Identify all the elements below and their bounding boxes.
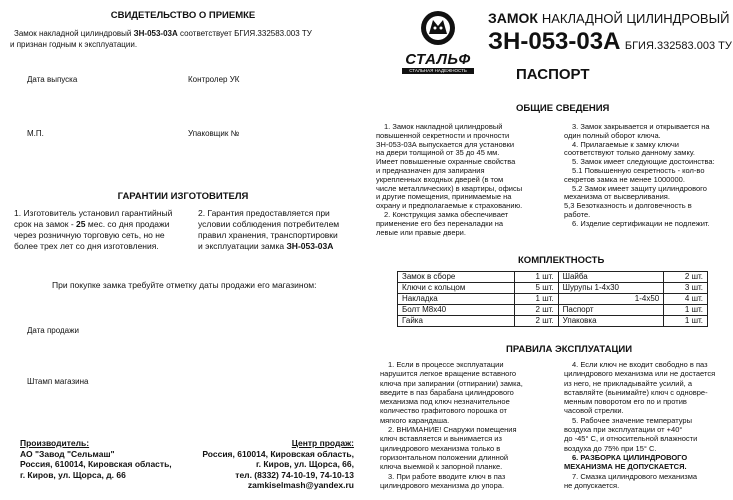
text-line: 6. Изделие сертификации не подлежит. (572, 218, 710, 228)
text-line: цилиндрового механизма или не достается (564, 369, 716, 379)
kit-row (398, 294, 708, 305)
model-line (488, 28, 732, 56)
kit-cell: Шурупы 1-4х30 (558, 283, 664, 294)
warranty-2-line-c: правил хранения, транспортировки (198, 230, 338, 240)
kit-row (398, 305, 708, 316)
text-line: 3. Замок закрывается и открывается на (572, 122, 710, 131)
text-line: 5,3 Безотказность и долговечность в (564, 201, 692, 211)
manufacturer-label: Производитель: (20, 438, 90, 448)
kit-cell: Замок в сборе (398, 272, 515, 283)
text-line: 4. Прилагаемые к замку ключи (572, 139, 679, 149)
warranty-2-model: ЗН-053-03А (286, 241, 334, 251)
kit-cell: Паспорт (558, 305, 664, 316)
text-line: 1. Если в процессе эксплуатации (388, 360, 504, 369)
kit-title: КОМПЛЕКТНОСТЬ (518, 255, 605, 266)
certificate-title: СВИДЕТЕЛЬСТВО О ПРИЕМКЕ (110, 10, 256, 21)
model-spec: БГИЯ.332583.003 ТУ (624, 40, 732, 52)
general-title: ОБЩИЕ СВЕДЕНИЯ (516, 103, 610, 114)
text-line: работе. (564, 209, 591, 219)
warranty-clause-2 (198, 208, 363, 252)
text-line: и другие помещения, принимаемые на (376, 192, 512, 202)
release-date-label: Дата выпуска (27, 75, 78, 84)
text-line: охрану и предполагаемые к страхованию. (376, 201, 523, 211)
warranty-clause-1 (14, 208, 184, 252)
kit-cell: 2 шт. (514, 316, 558, 327)
sales-line-3: тел. (8332) 74-10-19, 74-10-13 (235, 469, 354, 480)
kit-cell: 1 шт. (514, 294, 558, 305)
text-line: числе металлических) в квартиры, офисы (376, 183, 523, 193)
text-line: повышенной секретности и прочности (376, 130, 510, 140)
certificate-model: ЗН-053-03А (133, 29, 178, 38)
sales-line-2: г. Киров, ул. Щорса, 66, (255, 459, 354, 469)
text-line: левые или правые двери. (376, 227, 466, 237)
certificate-text (14, 29, 364, 39)
sales-block (202, 438, 354, 491)
product-type-a: ЗАМОК (488, 10, 538, 26)
rules-col-1 (380, 360, 548, 490)
text-line: менным поворотом его по и против (564, 397, 687, 407)
kit-cell: 2 шт. (664, 272, 708, 283)
text-line: воздуха при эксплуатации от +40° (564, 425, 683, 435)
logo-slogan: СТАЛЬНАЯ НАДЕЖНОСТЬ (402, 68, 474, 74)
passport-title: ПАСПОРТ (516, 66, 590, 83)
general-col-2 (564, 123, 732, 229)
text-line: 4. Если ключ не входит свободно в паз (572, 360, 708, 369)
text-line: Имеет повышенные охранные свойства (376, 157, 516, 167)
manufacturer-line-2: Россия, 610014, Кировская область, (20, 459, 172, 469)
product-type (488, 10, 729, 26)
kit-cell: Болт М8х40 (398, 305, 515, 316)
text-line: из него, не прикладывайте усилий, а (564, 378, 692, 388)
warranty-1-text: срок на замок - (14, 219, 77, 229)
rules-title: ПРАВИЛА ЭКСПЛУАТАЦИИ (506, 344, 633, 355)
text-line: цилиндрового механизма только в (380, 443, 501, 453)
warranty-2-line-d (198, 241, 363, 252)
text-line: механизма под ключ незначительное (380, 397, 510, 407)
warranty-1-line-b (14, 219, 184, 230)
warranty-1-line-a: 1. Изготовитель установил гарантийный (14, 208, 173, 218)
purchase-note: При покупке замка требуйте отметку даты продажи его магазином: (52, 280, 317, 290)
text-line: 2. ВНИМАНИЕ! Снаружи помещения (388, 425, 517, 435)
kit-table (397, 271, 708, 327)
text-line: соответствуют только данному замку. (564, 148, 695, 158)
right-page (366, 0, 733, 500)
text-line: ЗН-053-03А выпускается для установки (376, 139, 515, 149)
manufacturer-line-3: г. Киров, ул. Щорса, д. 66 (20, 469, 126, 480)
warranty-1-line-e: более трех лет со дня изготовления. (14, 241, 159, 251)
text-line: количество графитового порошка от (380, 406, 507, 416)
warranty-2-text: и эксплуатации замка (198, 241, 287, 251)
text-line: механизма от высверливания. (564, 192, 670, 202)
text-line: 6. РАЗБОРКА ЦИЛИНДРОВОГО (572, 452, 688, 462)
text-line: не допускается. (564, 480, 620, 490)
text-line: 5.2 Замок имеет защиту цилиндрового (572, 183, 707, 193)
warranty-1-line-d: через розничную торговую сеть, но не (14, 230, 165, 240)
kit-cell: 2 шт. (514, 305, 558, 316)
certificate-text-1: Замок накладной цилиндровый (14, 29, 134, 38)
kit-row (398, 316, 708, 327)
text-line: 5. Рабочее значение температуры (572, 415, 692, 425)
warranty-title: ГАРАНТИИ ИЗГОТОВИТЕЛЯ (117, 191, 249, 202)
sale-date-label: Дата продажи (27, 326, 79, 335)
text-line: ключа выемкой к запорной планке. (380, 462, 503, 472)
text-line: 7. Смазка цилиндрового механизма (572, 471, 698, 481)
text-line: цилиндрового механизма до упора. (380, 480, 505, 490)
brand-logo (402, 8, 474, 73)
text-line: ключ вставляется и вынимается из (380, 434, 502, 444)
text-line: 3. При работе вводите ключ в паз (388, 471, 506, 481)
kit-cell: 1 шт. (664, 305, 708, 316)
text-line: нарушится легкое вращение вставного (380, 369, 517, 379)
sales-email: zamkiselmash@yandex.ru (247, 480, 354, 490)
text-line: воздуха до 75% при 15° С. (564, 443, 657, 453)
text-line: часовой стрелки. (564, 406, 624, 416)
kit-cell: Гайка (398, 316, 515, 327)
warranty-2-line-b: условии соблюдения потребителем (198, 219, 340, 229)
text-line: ключа при запирании (отпирании) замка, (380, 378, 523, 388)
kit-cell: 4 шт. (664, 294, 708, 305)
text-line: и предназначен для запирания (376, 165, 485, 175)
text-line: вставляйте (вынимайте) ключ с одновре- (564, 387, 708, 397)
kit-cell: Упаковка (558, 316, 664, 327)
kit-row (398, 272, 708, 283)
certificate-text-3: и признан годным к эксплуатации. (10, 40, 138, 49)
text-line: 5. Замок имеет следующие достоинства: (572, 157, 715, 167)
logo-text: СТАЛЬФ (405, 51, 471, 68)
product-type-b: НАКЛАДНОЙ ЦИЛИНДРОВЫЙ (541, 11, 730, 26)
kit-cell: Шайба (558, 272, 664, 283)
text-line: введите в паз барабана цилиндрового (380, 387, 514, 397)
text-line: МЕХАНИЗМА НЕ ДОПУСКАЕТСЯ. (564, 462, 687, 472)
kit-cell: 1 шт. (664, 316, 708, 327)
kit-cell: 1 шт. (514, 272, 558, 283)
kit-table-body (398, 272, 708, 327)
sales-label: Центр продаж: (291, 438, 354, 448)
general-col-1 (376, 123, 546, 237)
controller-label: Контролер УК (188, 75, 240, 84)
stamp-label: М.П. (27, 129, 44, 138)
text-line: 1. Замок накладной цилиндровый (384, 122, 503, 131)
certificate-text-2: соответствует БГИЯ.332583.003 ТУ (177, 29, 312, 38)
left-page (0, 0, 366, 500)
text-line: на двери толщиной от 35 до 45 мм. (376, 148, 500, 158)
text-line: секретов замка не менее 1000000. (564, 174, 685, 184)
kit-cell: Накладка (398, 294, 515, 305)
text-line: 2. Конструкция замка обеспечивает (384, 209, 509, 219)
kit-cell: Ключи с кольцом (398, 283, 515, 294)
manufacturer-block (20, 438, 172, 480)
sales-line-1: Россия, 610014, Кировская область, (202, 448, 354, 459)
text-line: до -45° С, и относительной влажности (564, 434, 698, 444)
model-number: ЗН-053-03А (488, 28, 621, 55)
kit-cell: 5 шт. (514, 283, 558, 294)
warranty-months: 25 (76, 219, 86, 229)
text-line: укрепленных входных дверей (в том (376, 174, 504, 184)
rules-col-2 (564, 360, 732, 490)
shop-stamp-label: Штамп магазина (27, 377, 89, 386)
text-line: горизонтальном положении длинной (380, 452, 509, 462)
manufacturer-line-1: АО "Завод "Сельмаш" (20, 448, 115, 459)
packer-label: Упаковщик № (188, 129, 240, 138)
warranty-2-line-a: 2. Гарантия предоставляется при (198, 208, 330, 218)
lion-emblem-icon (402, 8, 474, 48)
kit-cell: 3 шт. (664, 283, 708, 294)
kit-row (398, 283, 708, 294)
text-line: 5.1 Повышенную секретность - кол-во (572, 165, 705, 175)
warranty-1-text-c: мес. со дня продажи (85, 219, 170, 229)
text-line: применение его без переналадки на (376, 218, 504, 228)
text-line: один полный оборот ключа. (564, 130, 661, 140)
kit-cell: 1-4х50 (558, 294, 664, 305)
text-line: мягкого карандаша. (380, 415, 450, 425)
